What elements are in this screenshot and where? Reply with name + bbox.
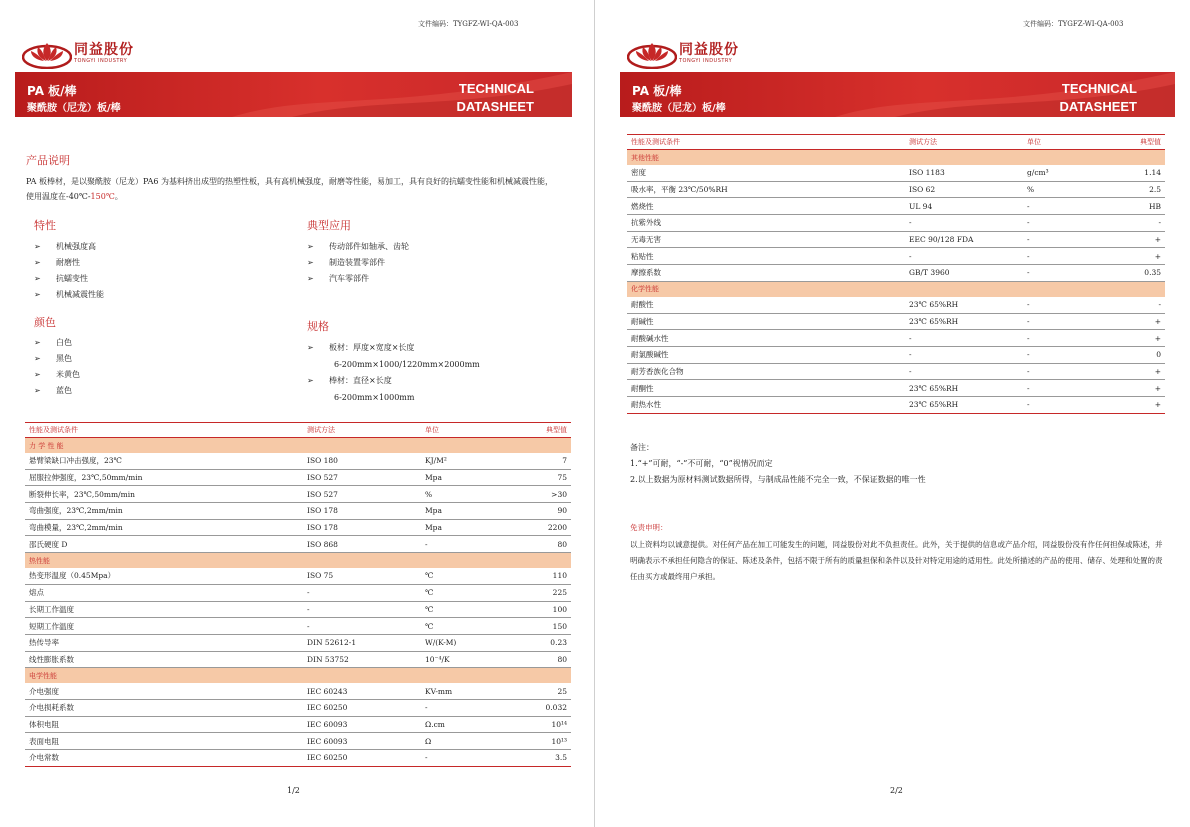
table-header-cell: 单位 [421, 423, 524, 438]
table-cell: 介电损耗系数 [25, 699, 303, 716]
table-cell: + [1126, 330, 1165, 347]
table-cell: >30 [524, 486, 571, 503]
table-row [627, 396, 1165, 413]
table-header-cell: 测试方法 [303, 423, 421, 438]
section-label: 其他性能 [627, 150, 1165, 166]
table-row [25, 733, 571, 750]
table-cell: 0.23 [524, 634, 571, 651]
table-cell: 悬臂梁缺口冲击强度，23℃ [25, 453, 303, 469]
table-cell: ISO 527 [303, 469, 421, 486]
list-item [307, 373, 480, 406]
colors-heading: 颜色 [34, 316, 56, 329]
table-header-cell: 典型值 [524, 423, 571, 438]
table-row [25, 584, 571, 601]
intro-text-a: PA 板棒材，是以聚酰胺（尼龙）PA6 为基料挤出成型的热塑性板，具有高机械强度，耐磨等性能，易加工，具有良好的抗蠕变性能和机械减震性能，使用温度在-40℃- [26, 177, 554, 201]
table-cell: 耐氯酸碱性 [627, 346, 905, 363]
table-cell: - [1023, 346, 1126, 363]
list-item: ➢ 黑色 [34, 351, 80, 367]
table-cell: ℃ [421, 584, 524, 601]
table-row [25, 750, 571, 767]
table-cell: DIN 53752 [303, 651, 421, 668]
table-cell: 75 [524, 469, 571, 486]
table-cell: 粘贴性 [627, 248, 905, 265]
table-section-row [627, 281, 1165, 297]
table-cell: % [421, 486, 524, 503]
table-section-row [627, 150, 1165, 166]
lotus-logo-icon [22, 37, 72, 69]
table-cell: 90 [524, 503, 571, 520]
table-row [25, 519, 571, 536]
table-cell: - [421, 699, 524, 716]
table-cell: 2200 [524, 519, 571, 536]
banner-datasheet: DATASHEET [1059, 99, 1137, 114]
logo-name-cn: 同益股份 [74, 41, 134, 58]
company-logo [627, 36, 739, 70]
table-cell: 吸水率，平衡 23℃/50%RH [627, 181, 905, 198]
table-cell: 23℃ 65%RH [905, 313, 1023, 330]
table-cell: 摩擦系数 [627, 265, 905, 282]
table-cell: KV-mm [421, 683, 524, 699]
table-cell: ISO 178 [303, 519, 421, 536]
page-2 [595, 0, 1190, 827]
table-cell: 0 [1126, 346, 1165, 363]
table-cell: 熔点 [25, 584, 303, 601]
table-row [627, 346, 1165, 363]
table-cell: - [303, 618, 421, 635]
table-cell: 2.5 [1126, 181, 1165, 198]
table-cell: - [905, 248, 1023, 265]
list-item: ➢ 汽车零部件 [307, 271, 409, 287]
company-logo [22, 36, 134, 70]
table-cell: ISO 1183 [905, 165, 1023, 181]
table-cell: g/cm³ [1023, 165, 1126, 181]
table-cell: 耐碱性 [627, 313, 905, 330]
table-cell: Ω.cm [421, 716, 524, 733]
table-row [627, 181, 1165, 198]
table-row [25, 469, 571, 486]
table-header-cell: 性能及测试条件 [25, 423, 303, 438]
table-cell: - [421, 536, 524, 553]
table-cell: - [1023, 248, 1126, 265]
table-row [25, 601, 571, 618]
table-cell: - [905, 346, 1023, 363]
table-cell: 密度 [627, 165, 905, 181]
logo-name-en: TONGYI INDUSTRY [74, 57, 128, 64]
table-cell: 1.14 [1126, 165, 1165, 181]
table-header-row [627, 135, 1165, 150]
list-item: ➢ 机械强度高 [34, 239, 104, 255]
table-cell: 80 [524, 536, 571, 553]
specs-heading: 规格 [307, 320, 329, 333]
spec-label: 棒材：直径×长度 [329, 376, 392, 385]
table-cell: 10¹³ [524, 733, 571, 750]
applications-list [307, 239, 409, 287]
table-cell: 弯曲模量，23℃,2mm/min [25, 519, 303, 536]
table-cell: 介电强度 [25, 683, 303, 699]
table-cell: ISO 180 [303, 453, 421, 469]
table-row [25, 716, 571, 733]
table-cell: - [1023, 396, 1126, 413]
table-cell: ISO 62 [905, 181, 1023, 198]
table-cell: - [1023, 297, 1126, 313]
page-number: 2/2 [890, 786, 903, 795]
properties-table-1 [25, 422, 571, 767]
table-cell: - [303, 584, 421, 601]
table-cell: 150 [524, 618, 571, 635]
table-cell: + [1126, 380, 1165, 397]
table-cell: 断裂伸长率，23℃,50mm/min [25, 486, 303, 503]
table-cell: - [1023, 215, 1126, 232]
list-item: ➢ 制造装置零部件 [307, 255, 409, 271]
table-cell: + [1126, 396, 1165, 413]
table-cell: ISO 178 [303, 503, 421, 520]
table-row [627, 313, 1165, 330]
table-cell: 体积电阻 [25, 716, 303, 733]
table-cell: 屈服拉伸强度，23℃,50mm/min [25, 469, 303, 486]
table-cell: ℃ [421, 618, 524, 635]
notes-line-2: 2.以上数据为原材料测试数据所得，与制成品性能不完全一致，不保证数据的唯一性 [630, 475, 926, 484]
banner-technical: TECHNICAL [1061, 81, 1137, 96]
table-cell: GB/T 3960 [905, 265, 1023, 282]
table-row [627, 198, 1165, 215]
banner-datasheet: DATASHEET [456, 99, 534, 114]
table-row [25, 651, 571, 668]
table-cell: DIN 52612-1 [303, 634, 421, 651]
table-cell: 燃烧性 [627, 198, 905, 215]
document-code: 文件编码：TYGFZ-WI-QA-003 [418, 20, 519, 28]
list-item: ➢ 传动部件如轴承、齿轮 [307, 239, 409, 255]
table-cell: - [303, 601, 421, 618]
list-item: ➢ 抗蠕变性 [34, 271, 104, 287]
title-banner [15, 72, 572, 117]
table-cell: - [905, 330, 1023, 347]
table-cell: 邵氏硬度 D [25, 536, 303, 553]
table-cell: IEC 60250 [303, 699, 421, 716]
table-cell: IEC 60093 [303, 716, 421, 733]
table-cell: 100 [524, 601, 571, 618]
table-cell: 10¹⁴ [524, 716, 571, 733]
list-item: ➢ 耐磨性 [34, 255, 104, 271]
table-cell: % [1023, 181, 1126, 198]
table-cell: Mpa [421, 519, 524, 536]
table-cell: 耐酸性 [627, 297, 905, 313]
table-cell: ℃ [421, 601, 524, 618]
table-cell: 23℃ 65%RH [905, 297, 1023, 313]
logo-name-en: TONGYI INDUSTRY [679, 57, 733, 64]
table-cell: 80 [524, 651, 571, 668]
table-row [627, 297, 1165, 313]
features-list [34, 239, 104, 303]
table-row [25, 503, 571, 520]
banner-subtitle: 聚酰胺（尼龙）板/棒 [27, 103, 121, 114]
table-row [25, 699, 571, 716]
table-cell: Mpa [421, 469, 524, 486]
table-cell: - [1126, 297, 1165, 313]
table-row [25, 453, 571, 469]
table-cell: - [1023, 198, 1126, 215]
banner-subtitle: 聚酰胺（尼龙）板/棒 [632, 103, 726, 114]
colors-list [34, 335, 80, 399]
table-row [25, 486, 571, 503]
document-code: 文件编码：TYGFZ-WI-QA-003 [1023, 20, 1124, 28]
table-cell: 热变形温度（0.45Mpa） [25, 568, 303, 584]
table-row [627, 330, 1165, 347]
table-cell: Ω [421, 733, 524, 750]
table-cell: - [905, 363, 1023, 380]
table-cell: 介电常数 [25, 750, 303, 767]
title-banner [620, 72, 1175, 117]
table-row [627, 165, 1165, 181]
list-item [307, 340, 480, 373]
table-cell: HB [1126, 198, 1165, 215]
list-item: ➢ 米黄色 [34, 367, 80, 383]
table-header-cell: 典型值 [1126, 135, 1165, 150]
notes-block [630, 440, 926, 488]
table-section-row [25, 438, 571, 454]
spec-sub: 6-200mm×1000mm [334, 393, 415, 402]
table-cell: - [1023, 330, 1126, 347]
section-label: 热性能 [25, 553, 571, 569]
table-cell: + [1126, 248, 1165, 265]
list-item: ➢ 机械减震性能 [34, 287, 104, 303]
table-row [627, 248, 1165, 265]
table-cell: 长期工作温度 [25, 601, 303, 618]
logo-name-cn: 同益股份 [679, 41, 739, 58]
table-cell: 0.35 [1126, 265, 1165, 282]
table-cell: + [1126, 363, 1165, 380]
table-cell: ISO 75 [303, 568, 421, 584]
table-cell: 热传导率 [25, 634, 303, 651]
applications-heading: 典型应用 [307, 219, 351, 232]
table-cell: 7 [524, 453, 571, 469]
table-cell: KJ/M² [421, 453, 524, 469]
table-cell: Mpa [421, 503, 524, 520]
banner-title: PA 板/棒 [27, 84, 77, 98]
table-cell: IEC 60243 [303, 683, 421, 699]
table-cell: 0.032 [524, 699, 571, 716]
table-cell: - [1023, 265, 1126, 282]
disclaimer-title: 免责申明： [630, 523, 668, 532]
disclaimer-text: 以上资料均以诚意提供。对任何产品在加工可能发生的问题，同益股份对此不负担责任。此外，关于提供的信息或产品介绍，同益股份没有作任何担保或陈述，并明确表示不承担任何隐含的保证、陈述及条件，包括不限于所有的质量担保和条件以及针对特定用途的适用性。此处所描述的产品的使用、储存、处理和处置的责任由买方或最终用户承担。 [630, 540, 1163, 581]
table-row [25, 683, 571, 699]
section-label: 力 学 性 能 [25, 438, 571, 454]
list-item: ➢ 白色 [34, 335, 80, 351]
table-cell: - [1126, 215, 1165, 232]
table-cell: 抗紫外线 [627, 215, 905, 232]
section-label: 化学性能 [627, 281, 1165, 297]
table-header-cell: 单位 [1023, 135, 1126, 150]
table-cell: W/(K-M) [421, 634, 524, 651]
table-cell: 耐热水性 [627, 396, 905, 413]
table-row [25, 536, 571, 553]
intro-temp-highlight: 150℃ [90, 192, 115, 201]
intro-heading: 产品说明 [26, 154, 70, 167]
table-section-row [25, 553, 571, 569]
table-row [25, 634, 571, 651]
table-row [627, 363, 1165, 380]
spec-label: 板材：厚度×宽度×长度 [329, 343, 415, 352]
table-cell: 弯曲强度，23℃,2mm/min [25, 503, 303, 520]
table-cell: 表面电阻 [25, 733, 303, 750]
table-cell: + [1126, 231, 1165, 248]
table-cell: 23℃ 65%RH [905, 380, 1023, 397]
table-header-row [25, 423, 571, 438]
table-cell: 耐芳香族化合物 [627, 363, 905, 380]
table-cell: EEC 90/128 FDA [905, 231, 1023, 248]
table-cell: 无毒无害 [627, 231, 905, 248]
table-cell: 3.5 [524, 750, 571, 767]
table-cell: - [1023, 313, 1126, 330]
table-cell: ℃ [421, 568, 524, 584]
table-cell: - [1023, 380, 1126, 397]
table-row [25, 568, 571, 584]
table-section-row [25, 668, 571, 684]
table-cell: 25 [524, 683, 571, 699]
banner-technical: TECHNICAL [458, 81, 534, 96]
features-heading: 特性 [34, 219, 56, 232]
table-row [627, 215, 1165, 232]
list-item: ➢ 蓝色 [34, 383, 80, 399]
table-cell: 110 [524, 568, 571, 584]
table-cell: - [1023, 363, 1126, 380]
table-cell: + [1126, 313, 1165, 330]
spec-sub: 6-200mm×1000/1220mm×2000mm [334, 360, 480, 369]
notes-line-1: 1.“+”可耐，“-”不可耐，“0”视情况而定 [630, 459, 773, 468]
table-cell: 23℃ 65%RH [905, 396, 1023, 413]
table-cell: UL 94 [905, 198, 1023, 215]
table-cell: ISO 868 [303, 536, 421, 553]
page-number: 1/2 [287, 786, 300, 795]
table-row [25, 618, 571, 635]
lotus-logo-icon [627, 37, 677, 69]
notes-title: 备注： [630, 443, 654, 452]
table-row [627, 231, 1165, 248]
table-cell: IEC 60093 [303, 733, 421, 750]
table-cell: 耐酸碱水性 [627, 330, 905, 347]
table-cell: ISO 527 [303, 486, 421, 503]
banner-title: PA 板/棒 [632, 84, 682, 98]
table-cell: - [1023, 231, 1126, 248]
intro-paragraph [26, 174, 556, 204]
specs-list [307, 340, 480, 406]
table-cell: IEC 60250 [303, 750, 421, 767]
properties-table-2 [627, 134, 1165, 414]
table-cell: 短期工作温度 [25, 618, 303, 635]
table-row [627, 265, 1165, 282]
intro-text-b: 。 [114, 192, 123, 201]
table-cell: 线性膨胀系数 [25, 651, 303, 668]
table-cell: - [421, 750, 524, 767]
table-header-cell: 性能及测试条件 [627, 135, 905, 150]
table-cell: 225 [524, 584, 571, 601]
table-row [627, 380, 1165, 397]
table-cell: 10⁻⁴/K [421, 651, 524, 668]
table-header-cell: 测试方法 [905, 135, 1023, 150]
section-label: 电学性能 [25, 668, 571, 684]
table-cell: 耐酮性 [627, 380, 905, 397]
table-cell: - [905, 215, 1023, 232]
